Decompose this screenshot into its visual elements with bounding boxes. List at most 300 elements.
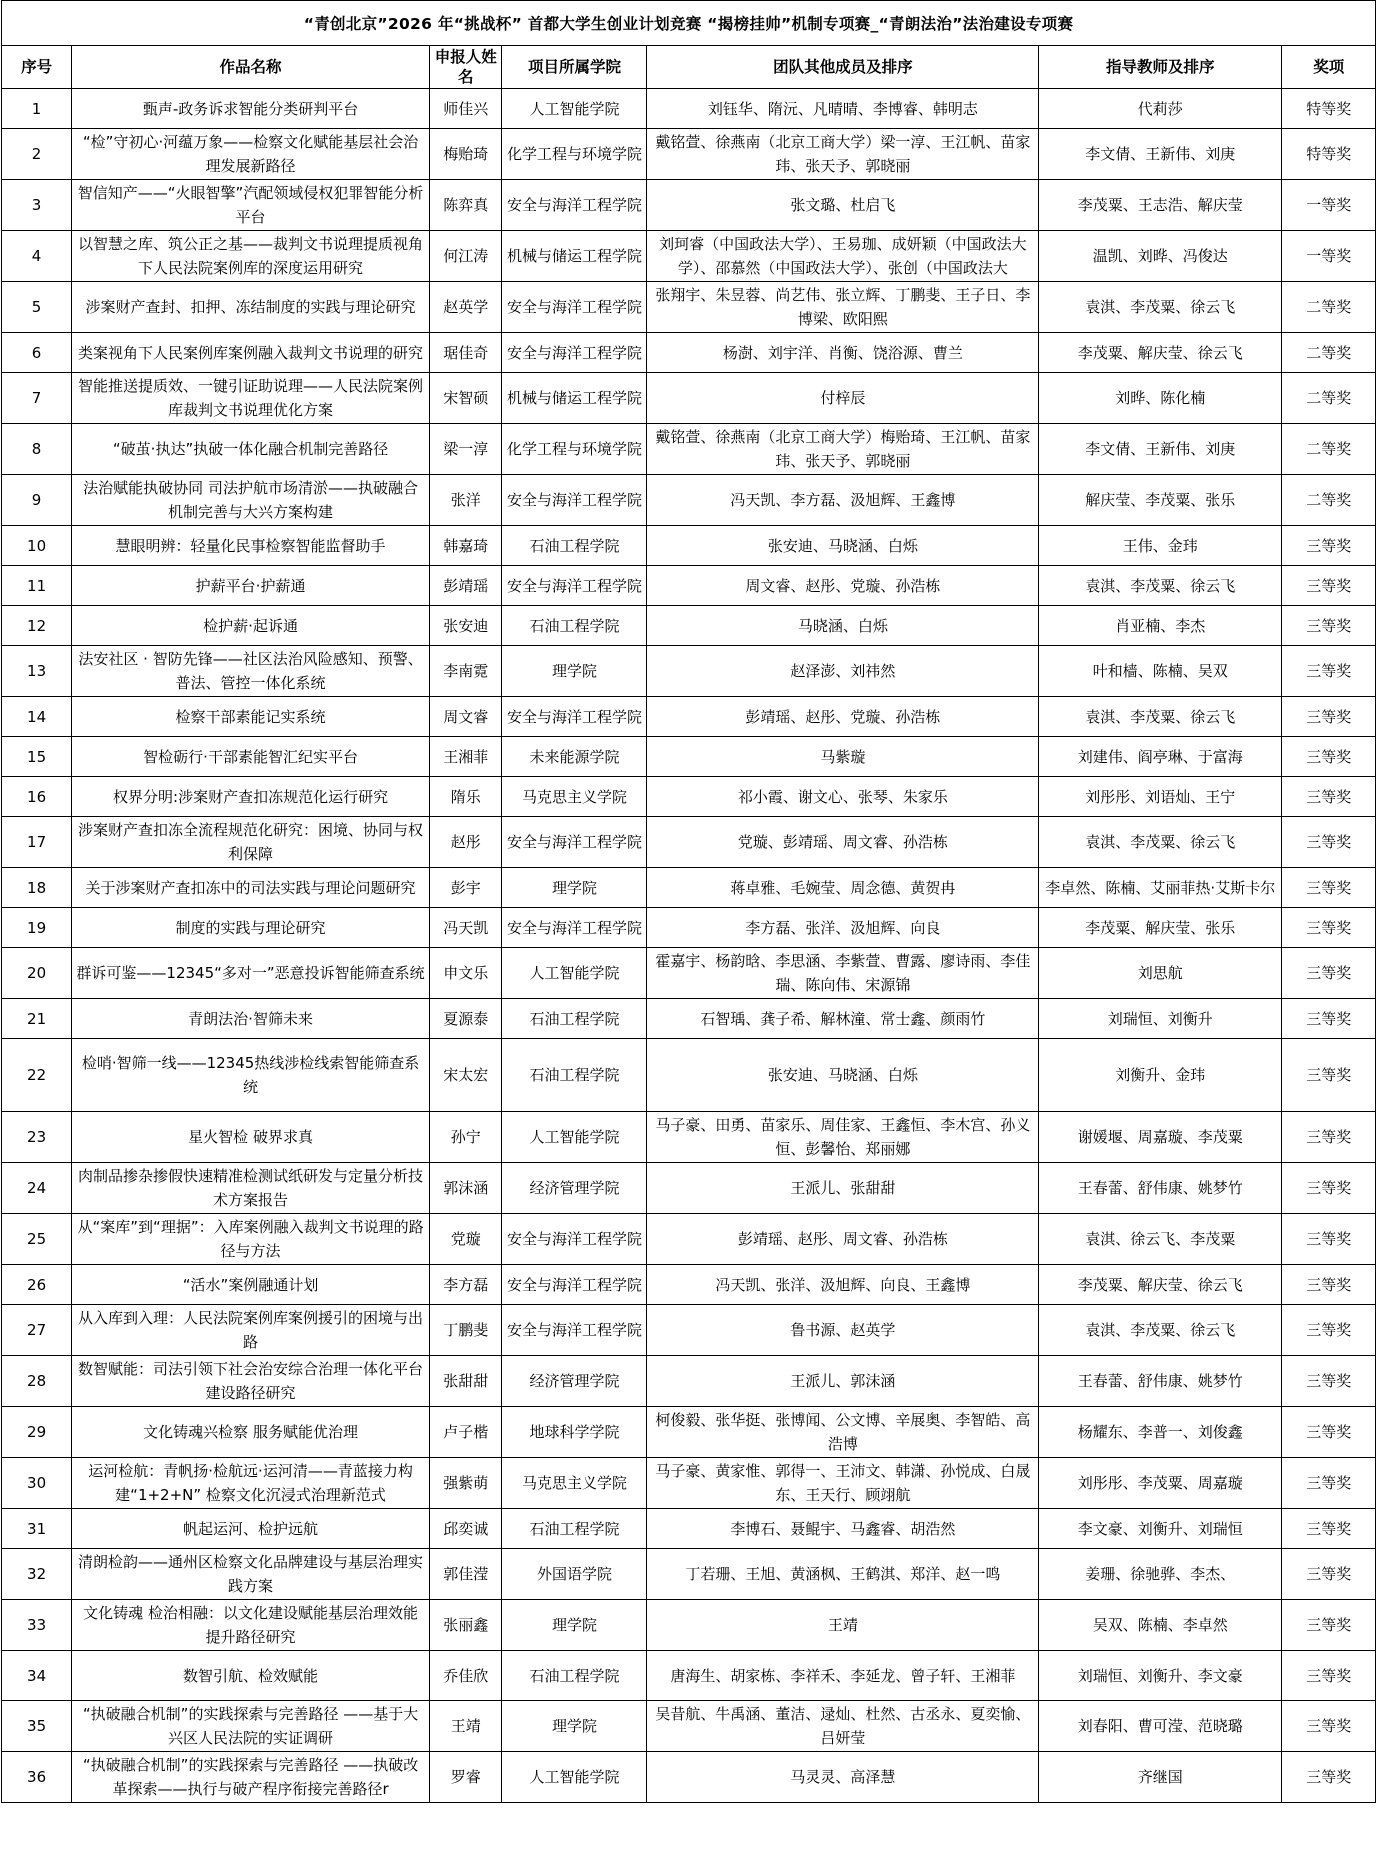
cell-applicant: 冯天凯 xyxy=(429,908,502,948)
cell-no: 27 xyxy=(2,1305,72,1356)
header-award: 奖项 xyxy=(1282,46,1376,89)
award-list-sheet xyxy=(1,0,1376,1803)
table-row xyxy=(2,948,1376,999)
cell-no: 12 xyxy=(2,606,72,646)
cell-applicant: 梅贻琦 xyxy=(429,129,502,180)
cell-work: 类案视角下人民案例库案例融入裁判文书说理的研究 xyxy=(72,333,430,373)
cell-award: 特等奖 xyxy=(1282,129,1376,180)
cell-college: 石油工程学院 xyxy=(502,1509,647,1549)
table-row xyxy=(2,868,1376,908)
cell-no: 26 xyxy=(2,1265,72,1305)
cell-applicant: 郭沫涵 xyxy=(429,1163,502,1214)
cell-award: 三等奖 xyxy=(1282,1112,1376,1163)
cell-award: 特等奖 xyxy=(1282,89,1376,129)
cell-applicant: 宋智硕 xyxy=(429,373,502,424)
cell-team: 付梓辰 xyxy=(647,373,1039,424)
cell-team: 周文睿、赵彤、党璇、孙浩栋 xyxy=(647,566,1039,606)
cell-team: 王派儿、郭沫涵 xyxy=(647,1356,1039,1407)
cell-award: 三等奖 xyxy=(1282,1407,1376,1458)
cell-no: 22 xyxy=(2,1039,72,1112)
cell-award: 三等奖 xyxy=(1282,777,1376,817)
cell-applicant: 何江涛 xyxy=(429,231,502,282)
cell-college: 地球科学学院 xyxy=(502,1407,647,1458)
cell-advisors: 袁淇、徐云飞、李茂粟 xyxy=(1039,1214,1282,1265)
cell-advisors: 姜珊、徐驰骅、李杰、 xyxy=(1039,1549,1282,1600)
cell-no: 17 xyxy=(2,817,72,868)
cell-applicant: 赵彤 xyxy=(429,817,502,868)
cell-college: 理学院 xyxy=(502,868,647,908)
cell-applicant: 琚佳奇 xyxy=(429,333,502,373)
cell-college: 外国语学院 xyxy=(502,1549,647,1600)
cell-team: 霍嘉宇、杨韵晗、李思涵、李紫萱、曹露、廖诗雨、李佳瑞、陈向伟、宋源锦 xyxy=(647,948,1039,999)
cell-college: 石油工程学院 xyxy=(502,1651,647,1701)
cell-work: 文化铸魂 检治相融：以文化建设赋能基层治理效能提升路径研究 xyxy=(72,1600,430,1651)
cell-no: 21 xyxy=(2,999,72,1039)
cell-college: 机械与储运工程学院 xyxy=(502,373,647,424)
cell-work: 文化铸魂兴检察 服务赋能优治理 xyxy=(72,1407,430,1458)
cell-advisors: 刘彤彤、刘语灿、王宁 xyxy=(1039,777,1282,817)
cell-applicant: 李方磊 xyxy=(429,1265,502,1305)
cell-work: 以智慧之库、筑公正之基——裁判文书说理提质视角下人民法院案例库的深度运用研究 xyxy=(72,231,430,282)
cell-team: 马紫璇 xyxy=(647,737,1039,777)
cell-team: 冯天凯、李方磊、汲旭辉、王鑫博 xyxy=(647,475,1039,526)
cell-team: 石智瑀、龚子希、解林潼、常士鑫、颜雨竹 xyxy=(647,999,1039,1039)
cell-team: 刘钰华、隋沅、凡晴晴、李博睿、韩明志 xyxy=(647,89,1039,129)
cell-advisors: 李茂粟、解庆莹、张乐 xyxy=(1039,908,1282,948)
cell-award: 三等奖 xyxy=(1282,948,1376,999)
cell-advisors: 李文豪、刘衡升、刘瑞恒 xyxy=(1039,1509,1282,1549)
cell-applicant: 隋乐 xyxy=(429,777,502,817)
cell-college: 化学工程与环境学院 xyxy=(502,129,647,180)
cell-work: 帆起运河、检护远航 xyxy=(72,1509,430,1549)
cell-advisors: 刘瑞恒、刘衡升 xyxy=(1039,999,1282,1039)
cell-applicant: 申文乐 xyxy=(429,948,502,999)
table-row xyxy=(2,373,1376,424)
cell-applicant: 梁一淳 xyxy=(429,424,502,475)
cell-award: 三等奖 xyxy=(1282,1214,1376,1265)
table-row xyxy=(2,1509,1376,1549)
cell-no: 10 xyxy=(2,526,72,566)
cell-advisors: 谢媛堰、周嘉璇、李茂粟 xyxy=(1039,1112,1282,1163)
cell-team: 刘珂睿（中国政法大学）、王易珈、成妍颖（中国政法大学）、邵慕然（中国政法大学）、张创（中国政法大 xyxy=(647,231,1039,282)
table-row xyxy=(2,333,1376,373)
table-row xyxy=(2,566,1376,606)
cell-no: 1 xyxy=(2,89,72,129)
cell-advisors: 王伟、金玮 xyxy=(1039,526,1282,566)
table-row xyxy=(2,1458,1376,1509)
table-row xyxy=(2,424,1376,475)
cell-work: 涉案财产查封、扣押、冻结制度的实践与理论研究 xyxy=(72,282,430,333)
cell-college: 理学院 xyxy=(502,1600,647,1651)
cell-college: 经济管理学院 xyxy=(502,1356,647,1407)
cell-work: 法安社区 · 智防先锋——社区法治风险感知、预警、普法、管控一体化系统 xyxy=(72,646,430,697)
cell-team: 张文璐、杜启飞 xyxy=(647,180,1039,231)
cell-award: 三等奖 xyxy=(1282,737,1376,777)
cell-no: 33 xyxy=(2,1600,72,1651)
cell-no: 25 xyxy=(2,1214,72,1265)
cell-work: 权界分明:涉案财产查扣冻规范化运行研究 xyxy=(72,777,430,817)
table-row xyxy=(2,89,1376,129)
table-row xyxy=(2,1356,1376,1407)
cell-college: 经济管理学院 xyxy=(502,1163,647,1214)
cell-advisors: 李茂粟、解庆莹、徐云飞 xyxy=(1039,333,1282,373)
cell-applicant: 李南霓 xyxy=(429,646,502,697)
table-row xyxy=(2,777,1376,817)
cell-college: 安全与海洋工程学院 xyxy=(502,282,647,333)
table-row xyxy=(2,1549,1376,1600)
cell-no: 14 xyxy=(2,697,72,737)
table-row xyxy=(2,1214,1376,1265)
cell-work: 涉案财产查扣冻全流程规范化研究：困境、协同与权利保障 xyxy=(72,817,430,868)
cell-team: 柯俊毅、张华挺、张博闻、公文博、辛展奥、李智皓、高浩博 xyxy=(647,1407,1039,1458)
cell-advisors: 刘春阳、曹可滢、范晓璐 xyxy=(1039,1701,1282,1752)
cell-work: 智能推送提质效、一键引证助说理——人民法院案例库裁判文书说理优化方案 xyxy=(72,373,430,424)
cell-award: 一等奖 xyxy=(1282,231,1376,282)
cell-team: 张翔宇、朱昱蓉、尚艺伟、张立辉、丁鹏斐、王子日、李博梁、欧阳熙 xyxy=(647,282,1039,333)
cell-no: 18 xyxy=(2,868,72,908)
cell-work: 青朗法治·智筛未来 xyxy=(72,999,430,1039)
cell-advisors: 刘晔、陈化楠 xyxy=(1039,373,1282,424)
cell-work: 甄声-政务诉求智能分类研判平台 xyxy=(72,89,430,129)
cell-applicant: 王湘菲 xyxy=(429,737,502,777)
cell-applicant: 张安迪 xyxy=(429,606,502,646)
cell-award: 二等奖 xyxy=(1282,424,1376,475)
cell-work: 清朗检韵——通州区检察文化品牌建设与基层治理实践方案 xyxy=(72,1549,430,1600)
cell-award: 三等奖 xyxy=(1282,1356,1376,1407)
cell-no: 32 xyxy=(2,1549,72,1600)
cell-advisors: 袁淇、李茂粟、徐云飞 xyxy=(1039,566,1282,606)
cell-no: 3 xyxy=(2,180,72,231)
table-row xyxy=(2,129,1376,180)
cell-award: 三等奖 xyxy=(1282,1458,1376,1509)
cell-no: 15 xyxy=(2,737,72,777)
cell-team: 蒋卓雅、毛婉莹、周念德、黄贺冉 xyxy=(647,868,1039,908)
cell-no: 24 xyxy=(2,1163,72,1214)
cell-work: “执破融合机制”的实践探索与完善路径 ——基于大兴区人民法院的实证调研 xyxy=(72,1701,430,1752)
awards-table xyxy=(1,45,1376,1803)
cell-work: 制度的实践与理论研究 xyxy=(72,908,430,948)
cell-college: 安全与海洋工程学院 xyxy=(502,475,647,526)
cell-award: 三等奖 xyxy=(1282,1701,1376,1752)
cell-team: 戴铭萱、徐燕南（北京工商大学）梁一淳、王江帆、苗家玮、张天予、郭晓丽 xyxy=(647,129,1039,180)
cell-team: 张安迪、马晓涵、白烁 xyxy=(647,526,1039,566)
cell-award: 二等奖 xyxy=(1282,475,1376,526)
cell-work: 数智引航、检效赋能 xyxy=(72,1651,430,1701)
cell-team: 张安迪、马晓涵、白烁 xyxy=(647,1039,1039,1112)
table-row xyxy=(2,1265,1376,1305)
cell-advisors: 王春蕾、舒伟康、姚梦竹 xyxy=(1039,1356,1282,1407)
cell-college: 石油工程学院 xyxy=(502,1039,647,1112)
table-row xyxy=(2,1600,1376,1651)
cell-no: 28 xyxy=(2,1356,72,1407)
cell-advisors: 刘彤彤、李茂粟、周嘉璇 xyxy=(1039,1458,1282,1509)
cell-college: 理学院 xyxy=(502,646,647,697)
cell-no: 19 xyxy=(2,908,72,948)
cell-college: 马克思主义学院 xyxy=(502,1458,647,1509)
cell-team: 彭靖瑶、赵彤、党璇、孙浩栋 xyxy=(647,697,1039,737)
cell-award: 二等奖 xyxy=(1282,282,1376,333)
cell-college: 安全与海洋工程学院 xyxy=(502,817,647,868)
cell-advisors: 刘瑞恒、刘衡升、李文豪 xyxy=(1039,1651,1282,1701)
cell-advisors: 解庆莹、李茂粟、张乐 xyxy=(1039,475,1282,526)
header-college: 项目所属学院 xyxy=(502,46,647,89)
cell-work: 护薪平台·护薪通 xyxy=(72,566,430,606)
cell-advisors: 吴双、陈楠、李卓然 xyxy=(1039,1600,1282,1651)
cell-no: 35 xyxy=(2,1701,72,1752)
cell-work: “检”守初心·河蕴万象——检察文化赋能基层社会治理发展新路径 xyxy=(72,129,430,180)
cell-no: 6 xyxy=(2,333,72,373)
cell-applicant: 韩嘉琦 xyxy=(429,526,502,566)
cell-applicant: 张丽鑫 xyxy=(429,1600,502,1651)
cell-applicant: 张甜甜 xyxy=(429,1356,502,1407)
cell-applicant: 彭靖瑶 xyxy=(429,566,502,606)
cell-no: 9 xyxy=(2,475,72,526)
table-body xyxy=(2,89,1376,1803)
cell-advisors: 李茂粟、解庆莹、徐云飞 xyxy=(1039,1265,1282,1305)
cell-no: 13 xyxy=(2,646,72,697)
cell-team: 唐海生、胡家栋、李祥禾、李延龙、曾子轩、王湘菲 xyxy=(647,1651,1039,1701)
cell-college: 人工智能学院 xyxy=(502,948,647,999)
cell-applicant: 陈弈真 xyxy=(429,180,502,231)
cell-award: 三等奖 xyxy=(1282,1039,1376,1112)
cell-applicant: 卢子楷 xyxy=(429,1407,502,1458)
cell-work: 星火智检 破界求真 xyxy=(72,1112,430,1163)
cell-award: 三等奖 xyxy=(1282,817,1376,868)
cell-award: 三等奖 xyxy=(1282,1305,1376,1356)
cell-team: 马晓涵、白烁 xyxy=(647,606,1039,646)
cell-no: 7 xyxy=(2,373,72,424)
cell-advisors: 李卓然、陈楠、艾丽菲热·艾斯卡尔 xyxy=(1039,868,1282,908)
cell-team: 鲁书源、赵英学 xyxy=(647,1305,1039,1356)
cell-work: “执破融合机制”的实践探索与完善路径 ——执破改革探索——执行与破产程序衔接完善路径r xyxy=(72,1752,430,1803)
cell-college: 人工智能学院 xyxy=(502,1752,647,1803)
cell-team: 李博石、聂鲲宇、马鑫睿、胡浩然 xyxy=(647,1509,1039,1549)
cell-no: 36 xyxy=(2,1752,72,1803)
header-team: 团队其他成员及排序 xyxy=(647,46,1039,89)
cell-no: 30 xyxy=(2,1458,72,1509)
table-row xyxy=(2,999,1376,1039)
cell-college: 安全与海洋工程学院 xyxy=(502,908,647,948)
cell-applicant: 乔佳欣 xyxy=(429,1651,502,1701)
cell-college: 安全与海洋工程学院 xyxy=(502,1265,647,1305)
cell-advisors: 杨耀东、李普一、刘俊鑫 xyxy=(1039,1407,1282,1458)
cell-college: 石油工程学院 xyxy=(502,526,647,566)
cell-award: 三等奖 xyxy=(1282,606,1376,646)
cell-team: 党璇、彭靖瑶、周文睿、孙浩栋 xyxy=(647,817,1039,868)
cell-no: 31 xyxy=(2,1509,72,1549)
cell-no: 16 xyxy=(2,777,72,817)
cell-advisors: 刘建伟、阎亭琳、于富海 xyxy=(1039,737,1282,777)
cell-team: 赵泽澎、刘祎然 xyxy=(647,646,1039,697)
cell-advisors: 温凯、刘晔、冯俊达 xyxy=(1039,231,1282,282)
cell-applicant: 罗睿 xyxy=(429,1752,502,1803)
table-row xyxy=(2,231,1376,282)
table-row xyxy=(2,526,1376,566)
table-row xyxy=(2,737,1376,777)
table-row xyxy=(2,475,1376,526)
cell-college: 化学工程与环境学院 xyxy=(502,424,647,475)
cell-award: 二等奖 xyxy=(1282,333,1376,373)
cell-advisors: 刘思航 xyxy=(1039,948,1282,999)
cell-award: 三等奖 xyxy=(1282,868,1376,908)
table-row xyxy=(2,908,1376,948)
cell-award: 三等奖 xyxy=(1282,697,1376,737)
table-row xyxy=(2,697,1376,737)
cell-work: 慧眼明辨：轻量化民事检察智能监督助手 xyxy=(72,526,430,566)
cell-no: 20 xyxy=(2,948,72,999)
cell-work: “破茧·执达”执破一体化融合机制完善路径 xyxy=(72,424,430,475)
cell-team: 戴铭萱、徐燕南（北京工商大学）梅贻琦、王江帆、苗家玮、张天予、郭晓丽 xyxy=(647,424,1039,475)
table-row xyxy=(2,1112,1376,1163)
cell-team: 冯天凯、张洋、汲旭辉、向良、王鑫博 xyxy=(647,1265,1039,1305)
cell-award: 三等奖 xyxy=(1282,646,1376,697)
cell-advisors: 李文倩、王新伟、刘庚 xyxy=(1039,129,1282,180)
sheet-title: “青创北京”2026 年“挑战杯” 首都大学生创业计划竞赛 “揭榜挂帅”机制专项赛_“青朗法治”法治建设专项赛 xyxy=(1,0,1376,46)
cell-college: 安全与海洋工程学院 xyxy=(502,180,647,231)
cell-advisors: 袁淇、李茂粟、徐云飞 xyxy=(1039,697,1282,737)
cell-college: 安全与海洋工程学院 xyxy=(502,697,647,737)
cell-work: “活水”案例融通计划 xyxy=(72,1265,430,1305)
cell-no: 29 xyxy=(2,1407,72,1458)
header-no: 序号 xyxy=(2,46,72,89)
cell-work: 检护薪·起诉通 xyxy=(72,606,430,646)
cell-work: 法治赋能执破协同 司法护航市场清淤——执破融合机制完善与大兴方案构建 xyxy=(72,475,430,526)
cell-award: 一等奖 xyxy=(1282,180,1376,231)
cell-team: 马子豪、田勇、苗家乐、周佳家、王鑫恒、李木宫、孙义恒、彭馨怡、郑丽娜 xyxy=(647,1112,1039,1163)
cell-applicant: 宋太宏 xyxy=(429,1039,502,1112)
cell-applicant: 周文睿 xyxy=(429,697,502,737)
cell-award: 三等奖 xyxy=(1282,1752,1376,1803)
cell-team: 杨澍、刘宇洋、肖衡、饶浴源、曹兰 xyxy=(647,333,1039,373)
cell-no: 34 xyxy=(2,1651,72,1701)
cell-no: 23 xyxy=(2,1112,72,1163)
cell-applicant: 丁鹏斐 xyxy=(429,1305,502,1356)
header-row xyxy=(2,46,1376,89)
cell-team: 祁小霞、谢文心、张琴、朱家乐 xyxy=(647,777,1039,817)
cell-applicant: 赵英学 xyxy=(429,282,502,333)
cell-applicant: 张洋 xyxy=(429,475,502,526)
cell-college: 未来能源学院 xyxy=(502,737,647,777)
cell-no: 2 xyxy=(2,129,72,180)
cell-team: 吴昔航、牛禹涵、董洁、逯灿、杜然、古丞永、夏奕愉、吕妍莹 xyxy=(647,1701,1039,1752)
cell-work: 肉制品掺杂掺假快速精准检测试纸研发与定量分析技术方案报告 xyxy=(72,1163,430,1214)
cell-applicant: 师佳兴 xyxy=(429,89,502,129)
cell-work: 从入库到入理：人民法院案例库案例援引的困境与出路 xyxy=(72,1305,430,1356)
cell-team: 马灵灵、高泽慧 xyxy=(647,1752,1039,1803)
table-row xyxy=(2,1752,1376,1803)
table-row xyxy=(2,1163,1376,1214)
cell-college: 石油工程学院 xyxy=(502,999,647,1039)
table-row xyxy=(2,1305,1376,1356)
cell-advisors: 李茂粟、王志浩、解庆莹 xyxy=(1039,180,1282,231)
cell-college: 马克思主义学院 xyxy=(502,777,647,817)
cell-applicant: 邱奕诚 xyxy=(429,1509,502,1549)
cell-work: 数智赋能：司法引领下社会治安综合治理一体化平台建设路径研究 xyxy=(72,1356,430,1407)
cell-award: 三等奖 xyxy=(1282,1265,1376,1305)
table-row xyxy=(2,1701,1376,1752)
cell-no: 11 xyxy=(2,566,72,606)
cell-advisors: 叶和樯、陈楠、吴双 xyxy=(1039,646,1282,697)
cell-team: 彭靖瑶、赵彤、周文睿、孙浩栋 xyxy=(647,1214,1039,1265)
cell-award: 三等奖 xyxy=(1282,1509,1376,1549)
cell-team: 李方磊、张洋、汲旭辉、向良 xyxy=(647,908,1039,948)
cell-college: 安全与海洋工程学院 xyxy=(502,1305,647,1356)
cell-advisors: 王春蕾、舒伟康、姚梦竹 xyxy=(1039,1163,1282,1214)
table-row xyxy=(2,1651,1376,1701)
cell-work: 检察干部素能记实系统 xyxy=(72,697,430,737)
cell-college: 理学院 xyxy=(502,1701,647,1752)
cell-applicant: 强紫萌 xyxy=(429,1458,502,1509)
cell-team: 王靖 xyxy=(647,1600,1039,1651)
cell-advisors: 肖亚楠、李杰 xyxy=(1039,606,1282,646)
cell-no: 8 xyxy=(2,424,72,475)
cell-award: 二等奖 xyxy=(1282,373,1376,424)
cell-advisors: 袁淇、李茂粟、徐云飞 xyxy=(1039,282,1282,333)
cell-advisors: 齐继国 xyxy=(1039,1752,1282,1803)
cell-advisors: 袁淇、李茂粟、徐云飞 xyxy=(1039,817,1282,868)
cell-college: 安全与海洋工程学院 xyxy=(502,566,647,606)
cell-applicant: 彭宇 xyxy=(429,868,502,908)
cell-advisors: 袁淇、李茂粟、徐云飞 xyxy=(1039,1305,1282,1356)
header-applicant: 申报人姓名 xyxy=(429,46,502,89)
cell-work: 关于涉案财产查扣冻中的司法实践与理论问题研究 xyxy=(72,868,430,908)
cell-college: 安全与海洋工程学院 xyxy=(502,333,647,373)
cell-award: 三等奖 xyxy=(1282,999,1376,1039)
cell-no: 4 xyxy=(2,231,72,282)
cell-college: 人工智能学院 xyxy=(502,89,647,129)
table-row xyxy=(2,606,1376,646)
cell-work: 智检砺行·干部素能智汇纪实平台 xyxy=(72,737,430,777)
table-row xyxy=(2,180,1376,231)
cell-college: 机械与储运工程学院 xyxy=(502,231,647,282)
cell-no: 5 xyxy=(2,282,72,333)
cell-applicant: 夏源泰 xyxy=(429,999,502,1039)
cell-team: 马子豪、黄家惟、郭得一、王沛文、韩潇、孙悦成、白晟东、王天行、顾翊航 xyxy=(647,1458,1039,1509)
cell-advisors: 李文倩、王新伟、刘庚 xyxy=(1039,424,1282,475)
table-row xyxy=(2,1039,1376,1112)
header-advisors: 指导教师及排序 xyxy=(1039,46,1282,89)
table-row xyxy=(2,1407,1376,1458)
cell-award: 三等奖 xyxy=(1282,526,1376,566)
cell-applicant: 党璇 xyxy=(429,1214,502,1265)
table-row xyxy=(2,817,1376,868)
cell-work: 运河检航：青帆扬·检航远·运河清——青蓝接力构建“1+2+N” 检察文化沉浸式治理新范式 xyxy=(72,1458,430,1509)
cell-award: 三等奖 xyxy=(1282,1163,1376,1214)
cell-college: 人工智能学院 xyxy=(502,1112,647,1163)
cell-advisors: 刘衡升、金玮 xyxy=(1039,1039,1282,1112)
cell-work: 检哨·智筛一线——12345热线涉检线索智能筛查系统 xyxy=(72,1039,430,1112)
cell-award: 三等奖 xyxy=(1282,908,1376,948)
cell-award: 三等奖 xyxy=(1282,1549,1376,1600)
cell-applicant: 孙宁 xyxy=(429,1112,502,1163)
cell-work: 从“案库”到“理据”：入库案例融入裁判文书说理的路径与方法 xyxy=(72,1214,430,1265)
cell-award: 三等奖 xyxy=(1282,566,1376,606)
cell-work: 智信知产——“火眼智擎”汽配领域侵权犯罪智能分析平台 xyxy=(72,180,430,231)
cell-applicant: 王靖 xyxy=(429,1701,502,1752)
cell-award: 三等奖 xyxy=(1282,1600,1376,1651)
cell-team: 丁若珊、王旭、黄涵枫、王鹤淇、郑洋、赵一鸣 xyxy=(647,1549,1039,1600)
header-work: 作品名称 xyxy=(72,46,430,89)
table-row xyxy=(2,282,1376,333)
cell-college: 安全与海洋工程学院 xyxy=(502,1214,647,1265)
cell-advisors: 代莉莎 xyxy=(1039,89,1282,129)
table-row xyxy=(2,646,1376,697)
cell-work: 群诉可鉴——12345“多对一”恶意投诉智能筛查系统 xyxy=(72,948,430,999)
cell-award: 三等奖 xyxy=(1282,1651,1376,1701)
cell-college: 石油工程学院 xyxy=(502,606,647,646)
cell-applicant: 郭佳滢 xyxy=(429,1549,502,1600)
cell-team: 王派儿、张甜甜 xyxy=(647,1163,1039,1214)
